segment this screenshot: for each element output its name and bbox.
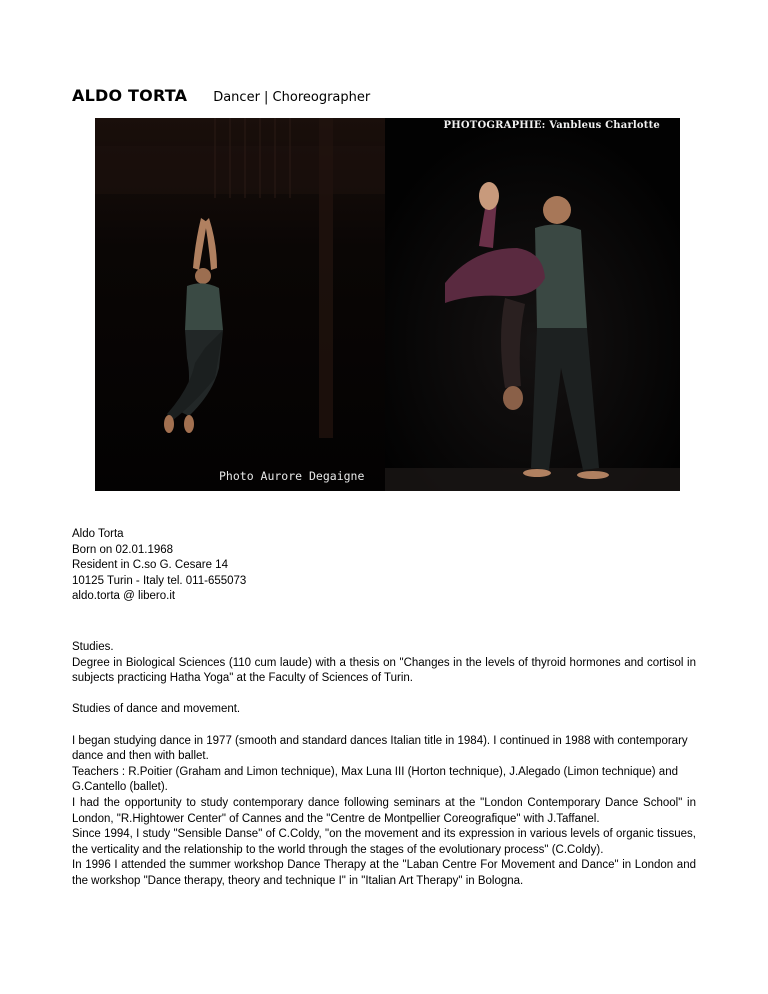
- dance-paragraph-3: I had the opportunity to study contemporary dance following seminars at the "London Contemporary Dance School" in London, "R.Hightower Center" of Cannes and the "Centre de Montpellier Coreografique" with J.Taffanel.: [72, 796, 696, 825]
- dance-paragraph-1: I began studying dance in 1977 (smooth and standard dances Italian title in 1984). I continued in 1988 with contemporary dance and then with ballet.: [72, 734, 688, 763]
- dance-paragraph-4: Since 1994, I study "Sensible Danse" of C.Coldy, "on the movement and its expression in various levels of organic tissues, the verticality and the relationship to the world through the stages of the evolutionary process" (C.Coldy).: [72, 828, 696, 856]
- dancer-jump-photo: [95, 118, 385, 491]
- person-name: ALDO TORTA: [72, 86, 188, 105]
- dance-paragraph-5: In 1996 I attended the summer workshop Dance Therapy at the "Laban Centre For Movement and Dance" in London and the workshop "Dance therapy, theory and technique I" in "Italian Art Therapy" in Bologna.: [72, 859, 696, 887]
- studies-heading: Studies.: [72, 641, 114, 653]
- dance-paragraph-2: Teachers : R.Poitier (Graham and Limon technique), Max Luna III (Horton technique), J.Alegado (Limon technique) and G.Cantello (ballet).: [72, 765, 678, 794]
- contact-city-phone: 10125 Turin - Italy tel. 011-655073: [72, 574, 247, 587]
- photo-credit-vanbleus: PHOTOGRAPHIE: Vanbleus Charlotte: [443, 120, 660, 131]
- contact-email: aldo.torta @ libero.it: [72, 590, 176, 603]
- bio-text: [72, 640, 696, 890]
- page-header: [72, 86, 370, 105]
- contact-name: Aldo Torta: [72, 528, 124, 540]
- contact-block: [72, 527, 246, 605]
- studies-paragraph: Degree in Biological Sciences (110 cum laude) with a thesis on "Changes in the levels of thyroid hormones and cortisol in subjects practicing Hatha Yoga" at the Faculty of Sciences of Turin.: [72, 656, 696, 685]
- photo-credit-aurore: Photo Aurore Degaigne: [219, 469, 365, 483]
- contact-born: Born on 02.01.1968: [72, 543, 174, 556]
- photo-strip: [95, 118, 680, 491]
- dancer-duo-photo: [385, 118, 680, 491]
- person-role: Dancer | Choreographer: [213, 90, 371, 105]
- contact-resident: Resident in C.so G. Cesare 14: [72, 559, 228, 572]
- dance-studies-heading: Studies of dance and movement.: [72, 703, 241, 716]
